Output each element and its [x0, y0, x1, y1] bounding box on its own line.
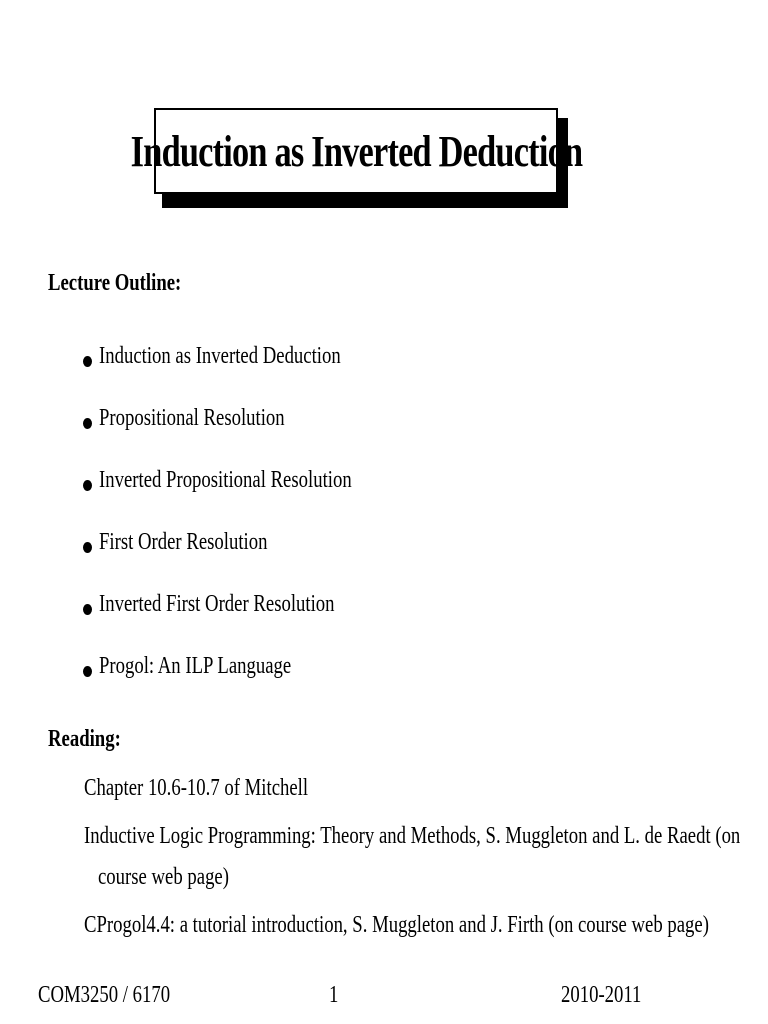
outline-item [80, 529, 423, 591]
footer-year: 2010-2011 [561, 982, 642, 1008]
bullet-icon [83, 418, 92, 429]
slide-title: Induction as Inverted Deduction [130, 126, 582, 176]
outline-item [80, 405, 423, 467]
outline-item-label: Induction as Inverted Deduction [99, 343, 341, 369]
outline-item [80, 343, 423, 405]
bullet-icon [83, 604, 92, 615]
outline-item [80, 467, 423, 529]
reading-heading: Reading: [48, 726, 121, 752]
reading-entry-continuation: course web page) [98, 864, 229, 890]
outline-item [80, 591, 423, 653]
outline-item-label: Inverted Propositional Resolution [99, 467, 352, 493]
bullet-icon [83, 666, 92, 677]
bullet-icon [83, 480, 92, 491]
footer-course: COM3250 / 6170 [38, 982, 171, 1008]
title-box [130, 108, 582, 194]
bullet-icon [83, 542, 92, 553]
outline-list [80, 343, 423, 715]
reading-entry: CProgol4.4: a tutorial introduction, S. Muggleton and J. Firth (on course web page) [84, 912, 709, 938]
outline-heading: Lecture Outline: [48, 270, 182, 296]
outline-item-label: Inverted First Order Resolution [99, 591, 335, 617]
reading-entry: Chapter 10.6-10.7 of Mitchell [84, 775, 309, 801]
reading-entry: Inductive Logic Programming: Theory and Methods, S. Muggleton and L. de Raedt (on [84, 823, 741, 849]
outline-item-label: Propositional Resolution [99, 405, 285, 431]
outline-item-label: First Order Resolution [99, 529, 268, 555]
bullet-icon [83, 356, 92, 367]
outline-item-label: Progol: An ILP Language [99, 653, 292, 679]
outline-item [80, 653, 423, 715]
footer-page-number: 1 [329, 982, 339, 1008]
